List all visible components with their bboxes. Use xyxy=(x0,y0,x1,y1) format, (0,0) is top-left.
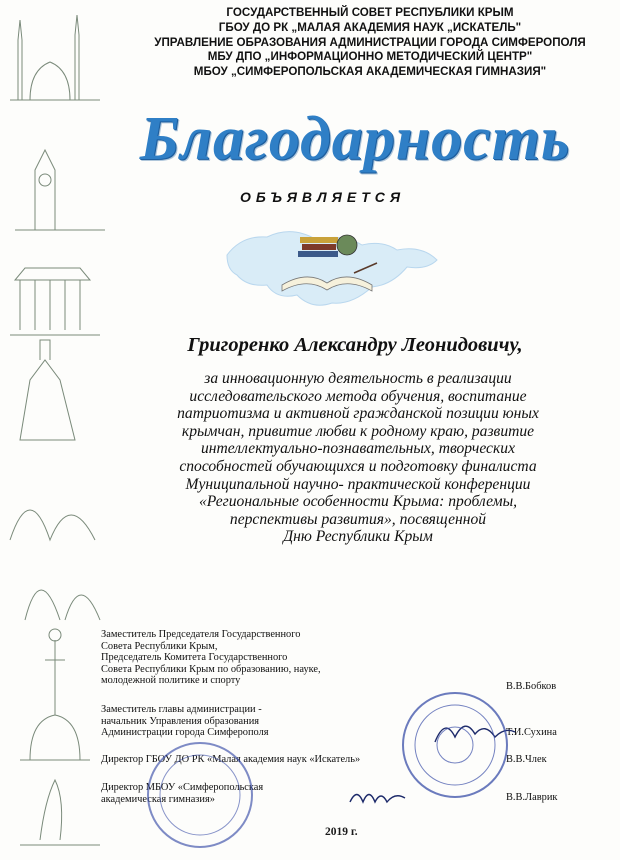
signatory-position: молодежной политике и спорту xyxy=(101,675,241,687)
signatory-position: Администрации города Симферополя xyxy=(101,727,269,739)
signatory-position: Председатель Комитета Государственного xyxy=(101,652,288,664)
signatory-name: В.В.Бобков xyxy=(506,681,557,692)
crimea-map-emblem xyxy=(222,215,442,315)
announce-label: ОБЪЯВЛЯЕТСЯ xyxy=(240,189,406,205)
organization-header xyxy=(120,6,620,80)
citation-line: «Региональные особенности Крыма: проблемы, xyxy=(198,493,518,511)
signatory-name: В.В.Члек xyxy=(506,754,547,765)
header-line: МБУ ДПО „ИНФОРМАЦИОННО МЕТОДИЧЕСКИЙ ЦЕНТР" xyxy=(207,50,533,64)
citation-line: способностей обучающихся и подготовку финалиста xyxy=(179,457,537,475)
signatory-position: Директор ГБОУ ДО РК «Малая академия наук «Искатель» xyxy=(101,754,361,765)
signature-block-1 xyxy=(101,629,557,692)
signatory-position: Заместитель главы администрации - xyxy=(101,704,262,715)
header-line: ГОСУДАРСТВЕННЫЙ СОВЕТ РЕСПУБЛИКИ КРЫМ xyxy=(226,6,514,19)
signatory-position: Совета Республики Крым по образованию, науке, xyxy=(101,663,321,675)
signatory-position: Совета Республики Крым, xyxy=(101,640,218,652)
signatory-position: Заместитель Председателя Государственного xyxy=(101,629,301,640)
signatory-position: академическая гимназия» xyxy=(101,793,215,805)
official-stamp xyxy=(400,690,510,800)
signature-block-2 xyxy=(101,704,557,739)
citation-line: Дню Республики Крым xyxy=(283,528,433,546)
signatory-position: Директор МБОУ «Симферопольская xyxy=(101,782,264,793)
official-stamp xyxy=(140,740,260,850)
citation-line: Муниципальной научно- практической конференции xyxy=(185,475,531,493)
citation-line: интеллектуально-познавательных, творческих xyxy=(200,440,515,458)
header-line: УПРАВЛЕНИЕ ОБРАЗОВАНИЯ АДМИНИСТРАЦИИ ГОРОДА СИМФЕРОПОЛЯ xyxy=(154,35,586,49)
signatory-position: начальник Управления образования xyxy=(101,715,260,727)
header-line: ГБОУ ДО РК „МАЛАЯ АКАДЕМИЯ НАУК „ИСКАТЕЛЬ" xyxy=(218,20,522,34)
signatory-name: В.В.Лаврик xyxy=(506,792,558,803)
citation-line: за инновационную деятельность в реализации xyxy=(204,370,512,387)
header-line: МБОУ „СИМФЕРОПОЛЬСКАЯ АКАДЕМИЧЕСКАЯ ГИМНАЗИЯ" xyxy=(193,65,547,79)
citation-line: патриотизма и активной гражданской позиции юных xyxy=(177,405,539,423)
signatory-name: Т.И.Сухина xyxy=(506,727,557,738)
issue-year: 2019 г. xyxy=(325,826,358,838)
recipient-name: Григоренко Александру Леонидовичу, xyxy=(187,334,523,356)
document-title: Благодарность xyxy=(139,105,571,173)
citation-line: крымчан, привитие любви к родному краю, развитие xyxy=(181,422,535,440)
citation-line: исследовательского метода обучения, воспитание xyxy=(189,387,527,405)
citation-line: перспективы развития», посвященной xyxy=(229,510,487,528)
citation-text xyxy=(118,370,598,546)
